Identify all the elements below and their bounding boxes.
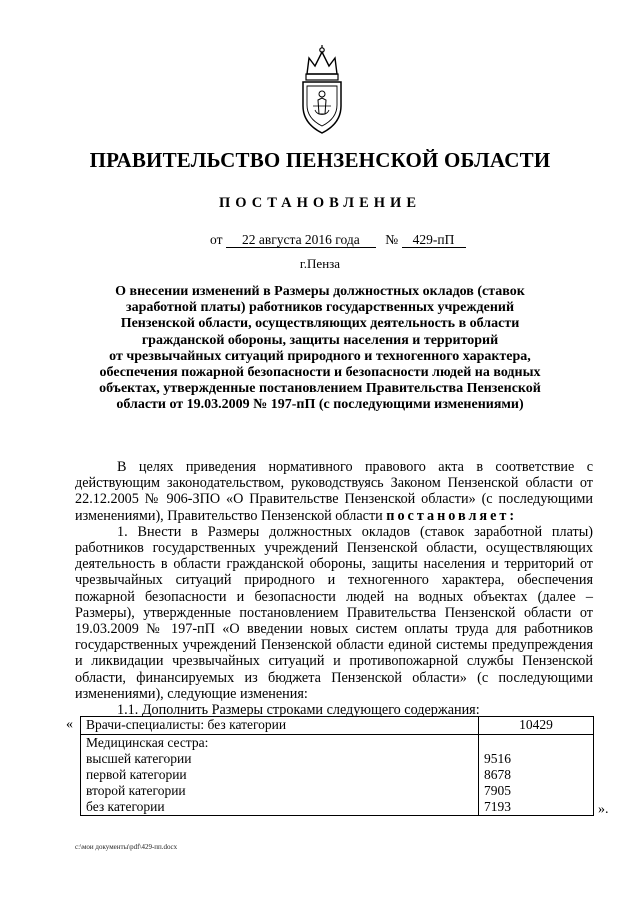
document-number: 429-пП (402, 232, 466, 248)
category-label: высшей категории (86, 751, 192, 766)
intro-paragraph (75, 459, 593, 524)
coat-of-arms-icon (297, 44, 347, 136)
decides-word: постановляет: (386, 507, 518, 524)
table-row (81, 717, 594, 735)
city: г.Пенза (299, 256, 341, 271)
intro-text: В целях приведения нормативного правового акта в соответствие с действующим законодательством, руководствуясь Законом Пензенской области от 22.12.2005 № 906-ЗПО «О Правительстве Пензенской области» (с последующими изменениями), Правительство Пензенской области (75, 459, 593, 524)
heading-line: О внесении изменений в Размеры должностных окладов (ставок (115, 284, 525, 299)
document-type: ПОСТАНОВЛЕНИЕ (218, 195, 421, 211)
category-value: 8678 (484, 767, 511, 782)
table-cell-label (81, 735, 479, 816)
nurse-label: Медицинская сестра: (86, 735, 209, 750)
table-cell-value: 10429 (479, 717, 594, 735)
category-label: первой категории (86, 767, 187, 782)
table-row (81, 735, 594, 816)
paragraph-1: 1. Внести в Размеры должностных окладов (ставок заработной платы) работников государственных учреждений Пензенской области, осуществляющих деятельность в области гражданской обороны, защиты населения и территорий от чрезвычайных ситуаций природного и техногенного характера, обеспечения пожарной безопасности и безопасности людей на водных объектах (далее – Размеры), утвержденные постановлением Правительства Пензенской области от 19.03.2009 № 197-пП «О введении новых систем оплаты труда для работников государственных учреждений Пензенской области единой системы предупреждения и ликвидации чрезвычайных ситуаций и противопожарной службы Пензенской области, финансируемых из бюджета Пензенской области» (с последующими изменениями), следующие изменения: (75, 523, 593, 702)
salary-table (80, 716, 594, 816)
table-cell-value (479, 735, 594, 816)
government-title: ПРАВИТЕЛЬСТВО ПЕНЗЕНСКОЙ ОБЛАСТИ (89, 148, 551, 172)
category-value: 9516 (484, 751, 511, 766)
paragraph-1-1: 1.1. Дополнить Размеры строками следующего содержания: (117, 702, 480, 719)
number-prefix: № (385, 232, 399, 247)
category-label: второй категории (86, 783, 186, 798)
date-prefix: от (210, 232, 223, 247)
document-heading (95, 284, 545, 414)
category-value: 7193 (484, 799, 511, 814)
quote-close: ». (598, 802, 609, 817)
heading-line: от чрезвычайных ситуаций природного и техногенного характера, (109, 348, 531, 364)
quote-open: « (66, 717, 73, 732)
heading-line: Пензенской области, осуществляющих деятельность в области (120, 316, 520, 332)
table-cell-label: Врачи-специалисты: без категории (81, 717, 479, 735)
date-number-line (210, 232, 466, 248)
category-label: без категории (86, 799, 165, 814)
heading-line: заработной платы) работников государственных учреждений (125, 300, 515, 316)
heading-line: объектах, утвержденные постановлением Правительства Пензенской (99, 381, 541, 397)
body-text (75, 459, 593, 718)
heading-line: обеспечения пожарной безопасности и безопасности людей на водных (99, 365, 541, 381)
footer-file-path: c:\мои документы\pdf\429-пп.docx (75, 843, 178, 851)
value-blank (484, 735, 588, 751)
document-date: 22 августа 2016 года (226, 232, 376, 248)
heading-line: области от 19.03.2009 № 197-пП (с последующими изменениями) (116, 397, 524, 413)
category-value: 7905 (484, 783, 511, 798)
heading-line: гражданской обороны, защиты населения и территорий (141, 332, 499, 348)
